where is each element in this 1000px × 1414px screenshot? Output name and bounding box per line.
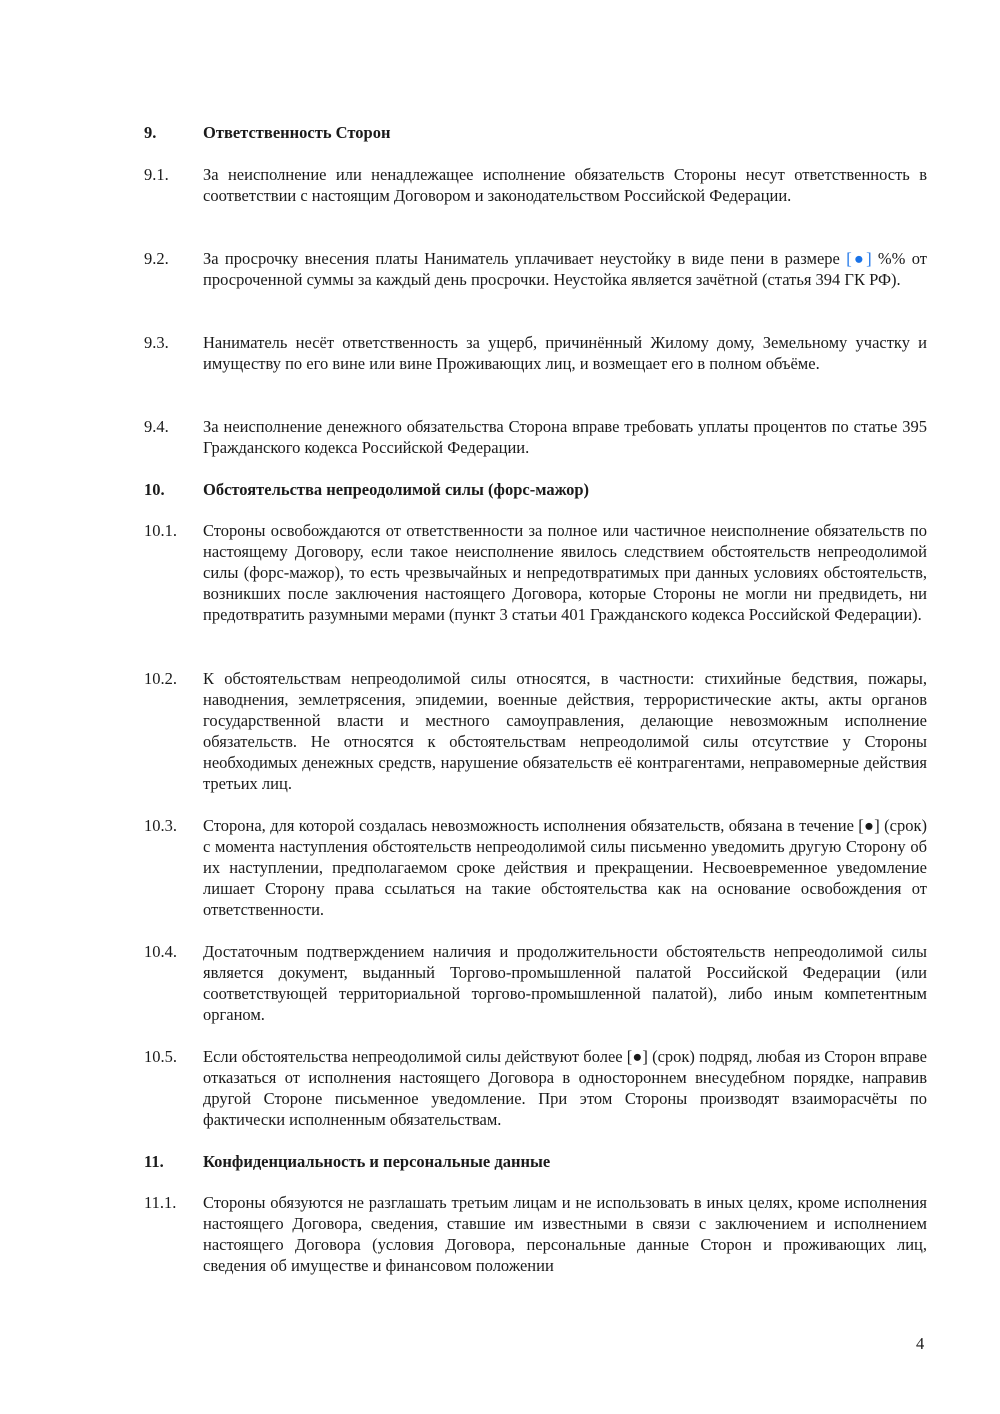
clause-number: 9.3. bbox=[144, 333, 169, 352]
clause-number: 9.1. bbox=[144, 165, 169, 184]
section-title: Обстоятельства непреодолимой силы (форс-мажор) bbox=[203, 480, 590, 499]
clause-text: К обстоятельствам непреодолимой силы относятся, в частности: стихийные бедствия, пожары, наводнения, землетрясения, эпидемии, военные действия, террористические акты, акты органов государственной власти и местного самоуправления, делающие невозможным исполнение обязательств. Не относятся к обстоятельствам непреодолимой силы отсутствие у Стороны необходимых денежных средств, нарушение обязательств её контрагентами, неправомерные действия третьих лиц. bbox=[203, 669, 927, 793]
section-number: 9. bbox=[144, 123, 157, 142]
clause-text: Стороны обязуются не разглашать третьим лицам и не использовать в иных целях, кроме исполнения настоящего Договора, сведения, ставшие им известными в связи с заключением и исполнением настоящего Договора (условия Договора, персональные данные Сторон и проживающих лиц, сведения об имуществе и финансовом положении bbox=[203, 1193, 927, 1275]
clause-number: 10.2. bbox=[144, 669, 177, 688]
section-title: Ответственность Сторон bbox=[203, 123, 391, 142]
clause-text: Наниматель несёт ответственность за ущерб, причинённый Жилому дому, Земельному участку и имуществу по его вине или вине Проживающих лиц, и возмещает его в полном объёме. bbox=[203, 333, 927, 373]
clause-text: Достаточным подтверждением наличия и продолжительности обстоятельств непреодолимой силы является документ, выданный Торгово-промышленной палатой Российской Федерации (или соответствующей территориальной торгово-промышленной палатой), либо иным компетентным органом. bbox=[203, 942, 927, 1024]
clause-10-2 bbox=[144, 668, 934, 794]
clause-number: 10.4. bbox=[144, 942, 177, 961]
page-number: 4 bbox=[916, 1334, 925, 1353]
clause-text-before: За просрочку внесения платы Наниматель уплачивает неустойку в виде пени в размере bbox=[203, 249, 847, 268]
clause-text: За неисполнение или ненадлежащее исполнение обязательств Стороны несут ответственность в соответствии с настоящим Договором и законодательством Российской Федерации. bbox=[203, 165, 927, 205]
clause-9-4 bbox=[144, 416, 934, 458]
clause-number: 9.4. bbox=[144, 417, 169, 436]
clause-number: 10.3. bbox=[144, 816, 177, 835]
clause-text: За неисполнение денежного обязательства Сторона вправе требовать уплаты процентов по статье 395 Гражданского кодекса Российской Федерации. bbox=[203, 417, 927, 457]
clause-9-2 bbox=[144, 248, 934, 290]
clause-10-5 bbox=[144, 1046, 934, 1130]
clause-11-1 bbox=[144, 1192, 934, 1276]
clause-10-3 bbox=[144, 815, 934, 920]
section-title: Конфиденциальность и персональные данные bbox=[203, 1152, 551, 1171]
clause-number: 10.1. bbox=[144, 521, 177, 540]
clause-10-4 bbox=[144, 941, 934, 1025]
section-number: 11. bbox=[144, 1152, 164, 1171]
clause-9-3 bbox=[144, 332, 934, 374]
clause-10-1 bbox=[144, 520, 934, 625]
clause-text-after: %% от просроченной суммы за каждый день просрочки. Неустойка является зачётной (статья 394 ГК РФ). bbox=[203, 249, 927, 289]
placeholder-marker: [●] bbox=[846, 249, 872, 268]
clause-text: Сторона, для которой создалась невозможность исполнения обязательств, обязана в течение [●] (срок) с момента наступления обстоятельств непреодолимой силы письменно уведомить другую Сторону об их наступлении, предполагаемом сроке действия и прекращении. Несвоевременное уведомление лишает Сторону права ссылаться на такие обстоятельства как на основание освобождения от ответственности. bbox=[203, 816, 927, 919]
clause-text bbox=[203, 248, 927, 290]
clause-number: 10.5. bbox=[144, 1047, 177, 1066]
clause-text: Если обстоятельства непреодолимой силы действуют более [●] (срок) подряд, любая из Сторон вправе отказаться от исполнения настоящего Договора в одностороннем внесудебном порядке, направив другой Стороне письменное уведомление. При этом Стороны производят взаиморасчёты по фактически исполненным обязательствам. bbox=[203, 1047, 927, 1129]
clause-text: Стороны освобождаются от ответственности за полное или частичное неисполнение обязательств по настоящему Договору, если такое неисполнение явилось следствием обстоятельств непреодолимой силы (форс-мажор), то есть чрезвычайных и непредотвратимых при данных условиях обстоятельств, возникших после заключения настоящего Договора, которые Стороны не могли ни предвидеть, ни предотвратить разумными мерами (пункт 3 статьи 401 Гражданского кодекса Российской Федерации). bbox=[203, 521, 927, 624]
section-number: 10. bbox=[144, 480, 165, 499]
clause-9-1 bbox=[144, 164, 934, 206]
clause-number: 9.2. bbox=[144, 249, 169, 268]
clause-number: 11.1. bbox=[144, 1193, 177, 1212]
